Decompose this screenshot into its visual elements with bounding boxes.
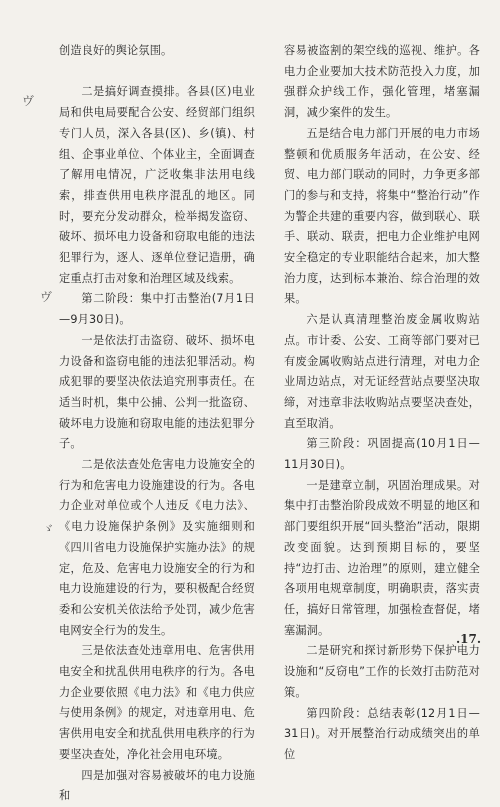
paragraph: 四是加强对容易被破坏的电力设施和 (59, 768, 255, 803)
handwritten-margin-mark: ゞ (42, 522, 55, 536)
paragraph: 三是依法查处违章用电、危害供用电安全和扰乱供用电秩序的行为。各电力企业要依照《电力法》和《电力供应与使用条例》的规定，对违章用电、危害供用电安全和扰乱供用电秩序的行为要坚决查处，净化社会用电环境。 (59, 644, 255, 761)
paragraph: 容易被盗割的架空线的巡视、维护。各电力企业要加大技术防范投入力度，加强群众护线工作，强化管理，堵塞漏洞，减少案件的发生。 (284, 44, 480, 120)
paragraph: 二是依法查处危害电力设施安全的行为和危害电力设施建设的行为。各电力企业对单位或个人违反《电力法》、《电力设施保护条例》及实施细则和《四川省电力设施保护实施办法》的规定，危及、危害电力设施安全的行为和电力设施建设的行为，要积极配合经贸委和公安机关依法给予处罚，减少危害电网安全行为的发生。 (59, 458, 255, 637)
section-heading: 第四阶段：总结表彰(12月1日—31日)。对开展整治行动成绩突出的单位 (284, 706, 480, 761)
paragraph: 二是研究和探讨新形势下保护电力设施和“反窃电”工作的长效打击防范对策。 (284, 644, 480, 699)
handwritten-margin-mark: ヴ (22, 94, 35, 108)
section-heading: 第三阶段：巩固提高(10月1日—11月30日)。 (284, 437, 480, 472)
right-text-column (284, 41, 480, 766)
section-heading: 第二阶段：集中打击整治(7月1日—9月30日)。 (59, 292, 255, 327)
paragraph: 五是结合电力部门开展的电力市场整顿和优质服务年活动，在公安、经贸、电力部门联动的同时，力争更多部门的参与和支持，将集中“整治行动”作为警企共建的重要内容，做到联心、联手、联动、联责，把电力企业维护电网安全稳定的专业职能结合起来，加大整治力度，达到标本兼治、综合治理的效果。 (284, 126, 480, 306)
paragraph: 创造良好的舆论氛围。 (59, 44, 173, 57)
paragraph: 一是建章立制，巩固治理成果。对集中打击整治阶段成效不明显的地区和部门要组织开展“回头整治”活动，限期改变面貌。达到预期目标的，要坚持“边打击、边治理”的原则，建立健全各项用电规章制度，明确职责，落实责任，搞好日常管理，加强检查督促，堵塞漏洞。 (284, 478, 480, 637)
paragraph: 一是依法打击盗窃、破坏、损坏电力设备和盗窃电能的违法犯罪活动。构成犯罪的要坚决依法追究刑事责任。在适当时机，集中公捕、公判一批盗窃、破坏电力设施和窃取电能的违法犯罪分子。 (59, 333, 255, 451)
page-number: .17. (455, 632, 481, 646)
paragraph: 六是认真清理整治废金属收购站点。市计委、公安、工商等部门要对已有废金属收购站点进行清理，对电力企业周边站点，对无证经营站点要坚决取缔，对违章非法收购站点要坚决查处，直至取消。 (284, 313, 480, 430)
paragraph: 二是搞好调查摸排。各县(区)电业局和供电局要配合公安、经贸部门组织专门人员，深入各县(区)、乡(镇)、村组、企事业单位、个体业主，全面调查了解用电情况，广泛收集非法用电线索，排查供用电秩序混乱的地区。同时，要充分发动群众，检举揭发盗窃、破坏、损坏电力设备和窃取电能的违法犯罪行为，逐人、逐单位登记造册，确定重点打击对象和治理区域及线索。 (59, 85, 255, 285)
handwritten-margin-mark: ヴ (40, 290, 53, 304)
left-text-column (59, 41, 255, 807)
